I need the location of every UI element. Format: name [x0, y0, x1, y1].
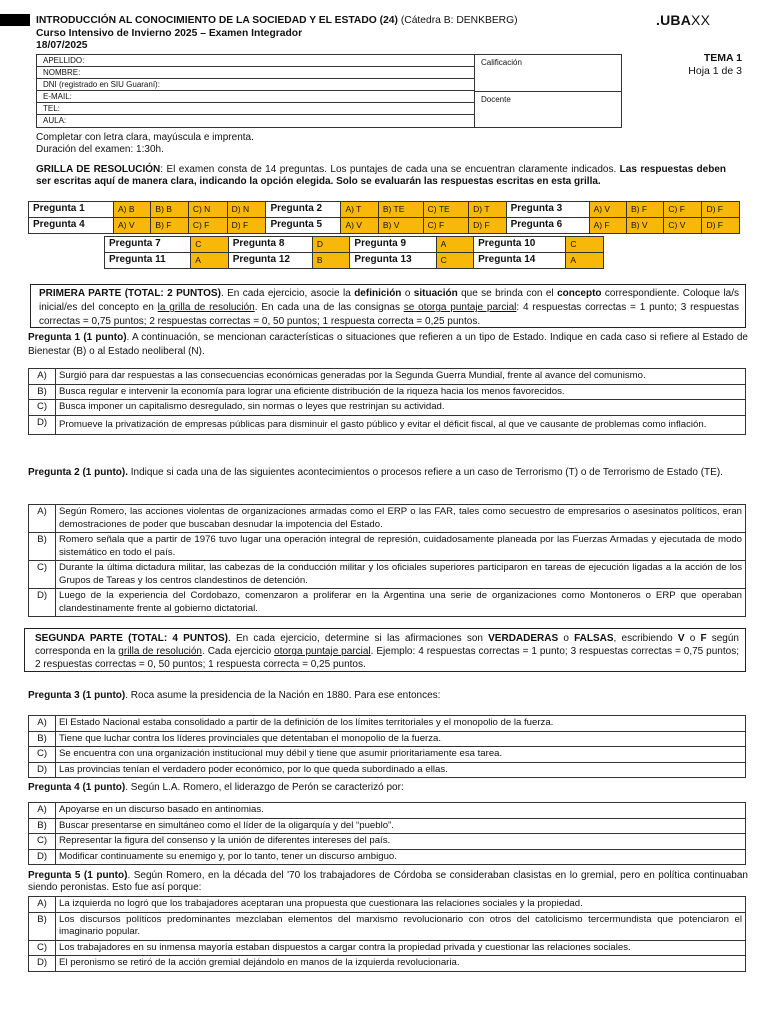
option-text: La izquierda no logró que los trabajadores aceptaran una propuesta que cuestionara las relaciones sociales y la propiedad.	[56, 897, 746, 913]
option-row	[29, 818, 746, 834]
grid-row-1	[29, 202, 740, 218]
option-row	[29, 834, 746, 850]
option-row	[29, 384, 746, 400]
question-1-label: Pregunta 1 (1 punto)	[28, 332, 127, 343]
course-title-line	[36, 15, 518, 28]
grid-answer-cell[interactable]: B) V	[378, 218, 423, 234]
grid-answer-cell[interactable]: C) F	[664, 202, 702, 218]
part2-text: o	[558, 633, 575, 644]
grid-question: Pregunta 14	[474, 253, 566, 269]
grid-answer-cell[interactable]: D) N	[227, 202, 266, 218]
grid-row-3	[105, 237, 604, 253]
option-key: B)	[29, 384, 56, 400]
option-text: Surgió para dar respuestas a las consecuencias económicas generadas por la Segunda Guerra Mundial, frente al avance del comunismo.	[56, 369, 746, 385]
option-text: Los discursos políticos predominantes mezclaban elementos del marxismo revolucionario con otros del catolicismo tercermundista que potenciaron el imaginario popular.	[56, 912, 746, 940]
grid-answer-cell[interactable]: B) B	[151, 202, 188, 218]
question-3	[28, 689, 748, 703]
option-key: D)	[29, 956, 56, 972]
question-1-options	[28, 368, 746, 435]
option-row	[29, 505, 746, 533]
option-text: Las provincias tenían el verdadero poder económico, por lo que queda subordinado a ellas.	[56, 762, 746, 778]
field-apellido[interactable]: APELLIDO:	[37, 55, 474, 67]
option-key: D)	[29, 849, 56, 865]
question-5-text: . Según Romero, en la década del '70 los trabajadores de Córdoba se consideraban clasistas en lo gremial, pero en política continuaban siendo peronistas. Esto fue así porque:	[28, 870, 748, 893]
grilla-label: GRILLA DE RESOLUCIÓN	[36, 164, 161, 175]
grid-answer-cell[interactable]: A	[436, 237, 474, 253]
question-1	[28, 331, 748, 359]
option-key: D)	[29, 762, 56, 778]
grid-question: Pregunta 7	[105, 237, 191, 253]
question-4	[28, 781, 748, 795]
option-key: C)	[29, 561, 56, 589]
option-row	[29, 803, 746, 819]
option-text: Romero señala que a partir de 1976 tuvo lugar una operación integral de represión, cuidadosamente planeada por las Fuerzas Armadas y ejecutada de modo sistemático en todo el país.	[56, 533, 746, 561]
grid-answer-cell[interactable]: A) B	[114, 202, 151, 218]
grilla-instructions	[36, 164, 726, 188]
option-key: A)	[29, 716, 56, 732]
exam-date: 18/07/2025	[36, 40, 88, 51]
hoja-label: Hoja 1 de 3	[688, 65, 742, 77]
part1-text: . En cada una de las consignas	[254, 302, 404, 313]
part1-text: : 4 respuestas correctas = 1 punto; 3 respuestas correctas = 0,75 puntos; 2 respuestas correctas = 0, 50 puntos; 1 respuesta correcta = 0,25 puntos.	[39, 302, 739, 327]
exam-header	[36, 15, 518, 53]
grid-answer-cell[interactable]: A	[191, 253, 229, 269]
question-3-text: . Roca asume la presidencia de la Nación en 1880. Para ese entonces:	[125, 690, 441, 701]
option-row	[29, 897, 746, 913]
option-text: El peronismo se retiró de la acción gremial dejándolo en manos de la izquierda revolucionaria.	[56, 956, 746, 972]
part2-grilla-ref: grilla de resolución	[118, 646, 202, 657]
part1-title: PRIMERA PARTE (TOTAL: 2 PUNTOS)	[39, 288, 221, 299]
grid-question: Pregunta 13	[350, 253, 436, 269]
option-key: A)	[29, 803, 56, 819]
part2-text: o	[684, 633, 701, 644]
grading-fields	[475, 55, 621, 127]
option-row	[29, 762, 746, 778]
question-2-text: Indique si cada una de las siguientes acontecimientos o procesos refiere a un caso de Terrorismo (T) o de Terrorismo de Estado (TE).	[128, 467, 723, 478]
instruction-line-2: Duración del examen: 1:30h.	[36, 143, 164, 155]
option-row	[29, 956, 746, 972]
grilla-text: : El examen consta de 14 preguntas. Los puntajes de cada una se encuentran claramente indicados.	[160, 164, 620, 175]
option-text: Según Romero, las acciones violentas de organizaciones armadas como el ERP o las FAR, tales como secuestro de empresarios o asesinatos políticos, eran demostraciones de poder que buscaban desnudar la impotencia del Estado.	[56, 505, 746, 533]
option-row	[29, 533, 746, 561]
tema-label: TEMA 1	[703, 52, 742, 64]
course-subtitle: Curso Intensivo de Invierno 2025 – Examen Integrador	[36, 27, 303, 39]
grid-answer-cell[interactable]: D) F	[469, 218, 506, 234]
grid-answer-cell[interactable]: A) T	[341, 202, 378, 218]
option-row	[29, 589, 746, 617]
part2-text: según corresponda en la	[35, 633, 739, 657]
option-key: D)	[29, 415, 56, 434]
grid-answer-cell[interactable]: D) F	[702, 218, 740, 234]
part1-text: correspondiente. Coloque la/s inicial/es del concepto en	[39, 288, 740, 313]
option-text: Promueve la privatización de empresas públicas para disminuir el gasto público y evitar el déficit fiscal, al que ve causante de problemas como inflación.	[56, 415, 746, 434]
option-key: C)	[29, 834, 56, 850]
question-2-options	[28, 504, 746, 617]
grid-answer-cell[interactable]: D	[312, 237, 350, 253]
option-key: C)	[29, 940, 56, 956]
option-text: Tiene que luchar contra los líderes provinciales que detentaban el monopolio de la fuerza.	[56, 731, 746, 747]
option-text: Modificar continuamente su enemigo y, por lo tanto, tener un discurso ambiguo.	[56, 849, 746, 865]
grid-question: Pregunta 9	[350, 237, 436, 253]
grid-question: Pregunta 2	[266, 202, 341, 218]
grid-answer-cell[interactable]: A) V	[589, 202, 626, 218]
student-fields	[37, 55, 475, 127]
part2-verdaderas: VERDADERAS	[488, 633, 559, 644]
option-row	[29, 400, 746, 416]
option-row	[29, 849, 746, 865]
grid-answer-cell[interactable]: B) TE	[378, 202, 423, 218]
part1-puntaje: se otorga puntaje parcial	[403, 302, 517, 313]
grid-answer-cell[interactable]: C	[566, 237, 604, 253]
grid-answer-cell[interactable]: C	[191, 237, 229, 253]
calificacion-field: Calificación	[475, 55, 621, 92]
option-key: A)	[29, 505, 56, 533]
part2-f: F	[700, 633, 707, 644]
part2-v: V	[677, 633, 685, 644]
question-4-label: Pregunta 4 (1 punto)	[28, 782, 126, 793]
grid-answer-cell[interactable]: A) F	[589, 218, 626, 234]
question-2	[28, 466, 748, 480]
part1-text: . En cada ejercicio, asocie la	[220, 288, 355, 299]
field-nombre[interactable]: NOMBRE:	[37, 67, 474, 79]
field-dni[interactable]: DNI (registrado en SIU Guaraní):	[37, 79, 474, 91]
option-text: Busca imponer un capitalismo desregulado, sin normas o leyes que restrinjan su actividad.	[56, 400, 746, 416]
question-3-options	[28, 715, 746, 778]
field-aula[interactable]: AULA:	[43, 116, 67, 125]
answer-grid-bottom	[104, 236, 604, 269]
part2-falsas: FALSAS	[574, 633, 614, 644]
part2-instructions	[24, 628, 746, 672]
option-text: Busca regular e intervenir la economía para lograr una eficiente distribución de la riqueza hacia los menos favorecidos.	[56, 384, 746, 400]
course-title: INTRODUCCIÓN AL CONOCIMIENTO DE LA SOCIEDAD Y EL ESTADO (24)	[36, 15, 398, 26]
option-text: Se encuentra con una organización institucional muy débil y tiene que asumir prioritariamente esa tarea.	[56, 747, 746, 763]
grid-question: Pregunta 11	[105, 253, 191, 269]
part2-text: . Cada ejercicio	[201, 646, 275, 657]
part2-puntaje: otorga puntaje parcial	[274, 646, 371, 657]
question-3-label: Pregunta 3 (1 punto)	[28, 690, 126, 701]
header-black-bar	[0, 14, 30, 26]
logo-main: .UBA	[656, 12, 692, 28]
question-5	[28, 870, 748, 894]
grid-question: Pregunta 6	[506, 218, 589, 234]
option-text: Durante la última dictadura militar, las cabezas de la conducción militar y los oficiales superiores participaron en tareas de ejecución ligadas a la acción de los Grupos de Tareas y los centros clandestinos de detención.	[56, 561, 746, 589]
grid-row-2	[29, 218, 740, 234]
grid-row-4	[105, 253, 604, 269]
grid-question: Pregunta 12	[228, 253, 312, 269]
option-text: El Estado Nacional estaba consolidado a partir de la definición de los límites territoriales y el monopolio de la fuerza.	[56, 716, 746, 732]
part1-concepto: concepto	[557, 288, 602, 299]
option-row	[29, 940, 746, 956]
part2-text: . Ejemplo: 4 respuestas correctas = 1 punto; 3 respuestas correctas = 0,75 puntos; 2 respuestas correctas = 0, 50 puntos; 1 respuesta correcta = 0,25 puntos.	[35, 646, 739, 670]
grid-question: Pregunta 4	[29, 218, 114, 234]
grid-answer-cell[interactable]: A) V	[341, 218, 378, 234]
option-key: B)	[29, 533, 56, 561]
option-row	[29, 716, 746, 732]
option-key: A)	[29, 897, 56, 913]
grid-answer-cell[interactable]: B) F	[626, 202, 663, 218]
option-row	[29, 912, 746, 940]
grilla-bold: Las respuestas deben ser escritas aquí de manera clara, indicando la opción elegida. Solo se evaluarán las respuestas escritas en esta grilla.	[36, 164, 726, 187]
grid-answer-cell[interactable]: B) V	[626, 218, 663, 234]
option-row	[29, 731, 746, 747]
option-key: B)	[29, 818, 56, 834]
option-text: Los trabajadores en su inmensa mayoría estaban dispuestos a cargar contra la propiedad privada y cuestionar las relaciones sociales.	[56, 940, 746, 956]
grid-answer-cell[interactable]: B	[312, 253, 350, 269]
grid-answer-cell[interactable]: D) F	[227, 218, 266, 234]
part2-title: SEGUNDA PARTE	[35, 633, 123, 644]
field-tel[interactable]: TEL:	[37, 103, 474, 115]
part1-situacion: situación	[413, 288, 458, 299]
question-5-label: Pregunta 5 (1 punto)	[28, 870, 128, 881]
grid-answer-cell[interactable]: C) F	[188, 218, 227, 234]
tema-box	[670, 52, 742, 78]
part1-definicion: definición	[354, 288, 402, 299]
option-text: Representar la figura del consenso y la unión de diferentes intereses del país.	[56, 834, 746, 850]
grid-answer-cell[interactable]: C	[436, 253, 474, 269]
grid-answer-cell[interactable]: D) T	[469, 202, 506, 218]
student-form	[36, 54, 622, 128]
option-text: Buscar presentarse en simultáneo como el líder de la oligarquía y del “pueblo”.	[56, 818, 746, 834]
grid-question: Pregunta 8	[228, 237, 312, 253]
option-row	[29, 369, 746, 385]
grid-question: Pregunta 10	[474, 237, 566, 253]
option-key: A)	[29, 369, 56, 385]
option-text: Apoyarse en un discurso basado en antinomias.	[56, 803, 746, 819]
question-4-text: . Según L.A. Romero, el liderazgo de Perón se caracterizó por:	[125, 782, 404, 793]
answer-grid-top	[28, 201, 740, 234]
grid-question: Pregunta 3	[506, 202, 589, 218]
instruction-line-1: Completar con letra clara, mayúscula e imprenta.	[36, 132, 254, 143]
option-row	[29, 561, 746, 589]
option-key: B)	[29, 731, 56, 747]
option-key: C)	[29, 747, 56, 763]
question-1-text: . A continuación, se mencionan características o situaciones que refieren a un tipo de Estado. Indique en cada caso si refiere al Estado de Bienestar (B) o al Estado neoliberal (N).	[28, 332, 748, 357]
grid-answer-cell[interactable]: C) V	[664, 218, 702, 234]
part1-text: que se brinda con el	[457, 288, 558, 299]
grid-answer-cell[interactable]: C) N	[188, 202, 227, 218]
instructions	[36, 132, 254, 155]
logo-suffix: XX	[691, 12, 711, 28]
option-row	[29, 747, 746, 763]
part1-instructions	[30, 284, 746, 328]
grid-answer-cell[interactable]: A) V	[114, 218, 151, 234]
grid-question: Pregunta 1	[29, 202, 114, 218]
uba-logo	[656, 12, 710, 30]
option-key: B)	[29, 912, 56, 940]
part1-text: o	[401, 288, 414, 299]
grid-answer-cell[interactable]: A	[566, 253, 604, 269]
part1-grilla-ref: la grilla de resolución	[157, 302, 255, 313]
field-email[interactable]: E-MAIL:	[37, 91, 474, 103]
part2-total: (TOTAL: 4 PUNTOS)	[122, 633, 228, 644]
docente-field: Docente	[481, 95, 511, 104]
option-key: C)	[29, 400, 56, 416]
question-2-label: Pregunta 2 (1 punto).	[28, 467, 128, 478]
grid-answer-cell[interactable]: C) F	[423, 218, 469, 234]
grid-answer-cell[interactable]: B) F	[151, 218, 188, 234]
part2-text: , escribiendo	[613, 633, 678, 644]
question-5-options	[28, 896, 746, 972]
grid-answer-cell[interactable]: D) F	[702, 202, 740, 218]
option-text: Luego de la experiencia del Cordobazo, comenzaron a proliferar en la Argentina una serie de organizaciones como Montoneros o ERP que operaban clandestinamente frente al gobierno dictatorial.	[56, 589, 746, 617]
option-row	[29, 415, 746, 434]
part2-text: . En cada ejercicio, determine si las afirmaciones son	[228, 633, 489, 644]
option-key: D)	[29, 589, 56, 617]
grid-answer-cell[interactable]: C) TE	[423, 202, 469, 218]
catedra: (Cátedra B: DENKBERG)	[400, 15, 518, 26]
question-4-options	[28, 802, 746, 865]
grid-question: Pregunta 5	[266, 218, 341, 234]
